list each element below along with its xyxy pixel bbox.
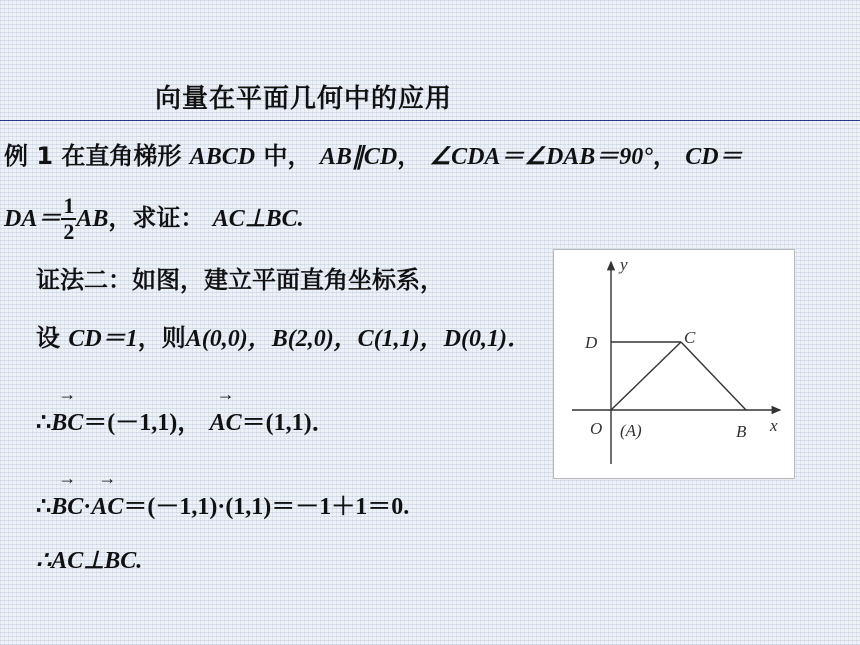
- set-label: 设: [36, 324, 60, 352]
- label-x: x: [770, 416, 778, 435]
- label-a: (A): [620, 421, 642, 440]
- example-shape: ABCD: [189, 144, 256, 170]
- label-o: O: [590, 419, 603, 438]
- condition-da: DA＝: [4, 206, 62, 232]
- prove-statement: AC⊥BC.: [212, 206, 304, 232]
- fraction-numerator: 1: [63, 193, 75, 218]
- then-label: ，则: [137, 324, 186, 352]
- coordinate-figure: [553, 249, 795, 479]
- slide-title: 向量在平面几何中的应用: [155, 84, 453, 114]
- trapezoid-diagram: [554, 250, 794, 478]
- proof-heading: 证法二：如图，建立平面直角坐标系，: [36, 266, 444, 294]
- fraction-one-half: [61, 194, 76, 244]
- therefore-symbol: ∴: [36, 494, 52, 520]
- label-c: C: [684, 328, 696, 347]
- proof-conclusion: [36, 546, 142, 575]
- point-coordinates: A(0,0)，B(2,0)，C(1,1)，D(0,1)．: [185, 326, 531, 352]
- proof-step-2: [36, 486, 409, 521]
- label-d: D: [585, 333, 598, 352]
- condition-angles: ∠CDA＝∠DAB＝90°: [429, 144, 653, 170]
- label-b: B: [736, 422, 747, 441]
- example-line-2: [4, 194, 304, 244]
- example-in: 中，: [263, 142, 312, 170]
- prove-label: ，求证：: [108, 204, 205, 232]
- fraction-denominator: 2: [63, 219, 75, 244]
- vector-bc: → BC: [51, 494, 83, 521]
- condition-parallel: AB∥CD: [319, 144, 398, 170]
- example-line-1: [4, 136, 743, 171]
- label-y: y: [620, 255, 628, 274]
- dot-operator: ·: [83, 494, 92, 520]
- vector-ac-value: ＝(1,1)．: [241, 410, 336, 436]
- condition-cd: CD＝: [685, 144, 743, 170]
- condition-ab: AB: [76, 206, 109, 232]
- coordinates-line: [36, 318, 531, 353]
- title-divider: [0, 120, 860, 121]
- proof-step-1: [36, 402, 336, 437]
- example-label: 例 1 在直角梯形: [4, 142, 182, 170]
- vector-bc-value: ＝(－1,1)，: [83, 410, 202, 436]
- separator: ，: [397, 142, 422, 170]
- segment-ac: [611, 342, 681, 410]
- therefore-symbol: ∴: [36, 410, 52, 436]
- set-cd: CD＝1: [68, 326, 138, 352]
- dot-product-value: ＝(－1,1)·(1,1)＝－1＋1＝0.: [123, 494, 410, 520]
- conclusion-statement: ∴AC⊥BC.: [36, 548, 143, 574]
- vector-ac: → AC: [210, 410, 242, 437]
- vector-bc: → BC: [51, 410, 83, 437]
- segment-cb: [681, 342, 746, 410]
- separator: ，: [652, 142, 677, 170]
- vector-ac: → AC: [91, 494, 123, 521]
